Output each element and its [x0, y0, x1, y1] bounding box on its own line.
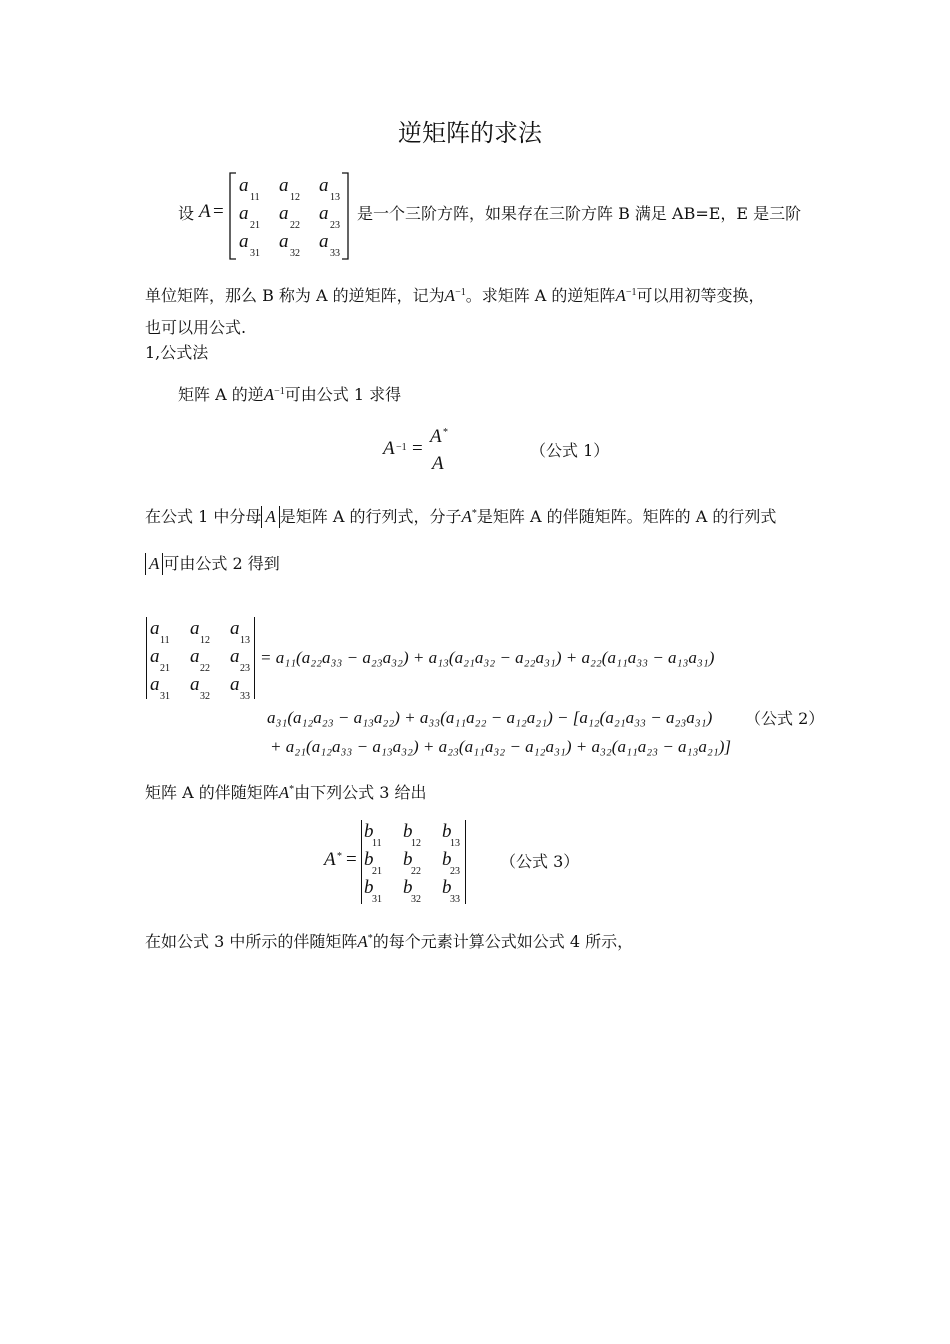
element-index: 11	[250, 192, 260, 203]
determinant-right-bar	[254, 617, 255, 699]
intro-line-2-c: 可以用初等变换，	[636, 286, 765, 305]
matrix-element: a	[319, 175, 329, 196]
matrix-element: b	[364, 877, 374, 898]
matrix-element: a	[279, 231, 289, 252]
formula2-line-1: = a₁₁(a₂₂a₃₃ − a₂₃a₃₂) + a₁₃(a₂₁a₃₂ − a₂₂a₃₁) + a₂₂(a₁₁a₃₃ − a₁₃a₃₁)	[260, 648, 715, 667]
element-index: 33	[330, 248, 340, 259]
element-index: 13	[450, 838, 460, 849]
paragraph-2: 在公式 1 中分母 A 是矩阵 A 的行列式，分子A*是矩阵 A 的伴随矩阵。矩阵的 A 的行列式	[145, 504, 776, 528]
element-index: 32	[290, 248, 300, 259]
element-index: 32	[200, 691, 210, 702]
determinant-symbol: A	[145, 553, 163, 575]
determinant-symbol: A	[261, 506, 279, 528]
element-index: 22	[290, 220, 300, 231]
element-index: 13	[240, 635, 250, 646]
formula1-denominator: A	[432, 453, 444, 474]
formula1-lhs: A	[383, 438, 395, 459]
intro-let: 设	[178, 204, 195, 223]
matrix-element: a	[239, 203, 249, 224]
matrix-element: a	[190, 618, 200, 639]
adjugate-symbol: A*	[357, 932, 373, 951]
paragraph-5: 在如公式 3 中所示的伴随矩阵A*的每个元素计算公式如公式 4 所示，	[145, 929, 633, 952]
matrix-element: a	[279, 175, 289, 196]
element-index: 23	[330, 220, 340, 231]
inverse-symbol: $A^{-1}$	[263, 385, 285, 404]
matrix-element: a	[230, 674, 240, 695]
matrix-element: b	[364, 849, 374, 870]
matrix-element: b	[364, 821, 374, 842]
element-index: 31	[160, 691, 170, 702]
formula3-lhs: A	[324, 849, 336, 870]
intro-line-1: 是一个三阶方阵，如果存在三阶方阵 B 满足 AB=E，E 是三阶	[357, 204, 802, 223]
element-index: 21	[372, 866, 382, 877]
formula1-label: （公式 1）	[530, 441, 610, 460]
adjugate-right-bar	[465, 820, 466, 904]
formula1-equals: =	[412, 438, 423, 459]
formula3-label: （公式 3）	[500, 852, 580, 871]
paragraph-4: 矩阵 A 的伴随矩阵A*由下列公式 3 给出	[145, 780, 426, 803]
element-index: 32	[411, 894, 421, 905]
adjugate-symbol: A*	[278, 783, 295, 802]
element-index: 13	[330, 192, 340, 203]
paragraph-1: 矩阵 A 的逆$A^{-1}$可由公式 1 求得	[178, 382, 401, 405]
matrix-element: a	[150, 674, 160, 695]
intro-line-2	[145, 283, 764, 306]
element-index: 33	[240, 691, 250, 702]
matrix-element: a	[190, 674, 200, 695]
element-index: 22	[200, 663, 210, 674]
matrix-element: a	[319, 203, 329, 224]
formula1-numerator-exp: *	[443, 427, 448, 438]
matrix-element: a	[279, 203, 289, 224]
matrix-element: a	[319, 231, 329, 252]
matrix-element: a	[190, 646, 200, 667]
formula2-line-2: a₃₁(a₁₂a₂₃ − a₁₃a₂₂) + a₃₃(a₁₁a₂₂ − a₁₂a₂₁) − [a₁₂(a₂₁a₃₃ − a₂₃a₃₁)	[267, 708, 713, 727]
element-index: 31	[250, 248, 260, 259]
element-index: 21	[160, 663, 170, 674]
element-index: 33	[450, 894, 460, 905]
element-index: 22	[411, 866, 421, 877]
matrix-element: a	[230, 646, 240, 667]
element-index: 12	[411, 838, 421, 849]
element-index: 21	[250, 220, 260, 231]
intro-line-3: 也可以用公式.	[145, 318, 247, 337]
element-index: 11	[372, 838, 382, 849]
matrix-element: b	[442, 877, 452, 898]
element-index: 12	[290, 192, 300, 203]
formula2-label: （公式 2）	[745, 709, 825, 728]
element-index: 23	[450, 866, 460, 877]
page-title: 逆矩阵的求法	[398, 119, 542, 147]
adjugate-left-bar	[361, 820, 362, 904]
adjugate-symbol: A*	[461, 507, 477, 526]
formula3-equals: =	[346, 849, 357, 870]
matrix-element: a	[150, 618, 160, 639]
element-index: 31	[372, 894, 382, 905]
intro-equals: =	[213, 201, 224, 222]
matrix-element: a	[150, 646, 160, 667]
inverse-symbol: $A^{-1}$	[444, 286, 466, 305]
element-index: 12	[200, 635, 210, 646]
matrix-element: b	[403, 877, 413, 898]
matrix-element: a	[230, 618, 240, 639]
element-index: 23	[240, 663, 250, 674]
matrix-element: b	[403, 849, 413, 870]
section-heading: 1,公式法	[145, 343, 209, 362]
matrix-element: a	[239, 231, 249, 252]
matrix-element: b	[403, 821, 413, 842]
matrix-element: a	[239, 175, 249, 196]
inverse-symbol: $A^{-1}$	[615, 286, 637, 305]
right-bracket	[340, 172, 350, 260]
formula1-lhs-exp: −1	[396, 442, 407, 453]
formula2-line-3: + a₂₁(a₁₂a₃₃ − a₁₃a₃₂) + a₂₃(a₁₁a₃₂ − a₁₂a₃₁) + a₃₂(a₁₁a₂₃ − a₁₃a₂₁)]	[270, 737, 731, 756]
intro-line-2-a: 单位矩阵，那么 B 称为 A 的逆矩阵，记为	[145, 286, 445, 305]
left-bracket	[228, 172, 238, 260]
intro-line-2-b: 。求矩阵 A 的逆矩阵	[465, 286, 616, 305]
matrix-element: b	[442, 821, 452, 842]
formula3-lhs-exp: *	[337, 851, 342, 862]
determinant-left-bar	[146, 617, 147, 699]
formula1-numerator: A	[430, 426, 442, 447]
element-index: 11	[160, 635, 170, 646]
matrix-element: b	[442, 849, 452, 870]
intro-matrix-name: A	[199, 201, 211, 222]
paragraph-3: A 可由公式 2 得到	[145, 553, 280, 575]
